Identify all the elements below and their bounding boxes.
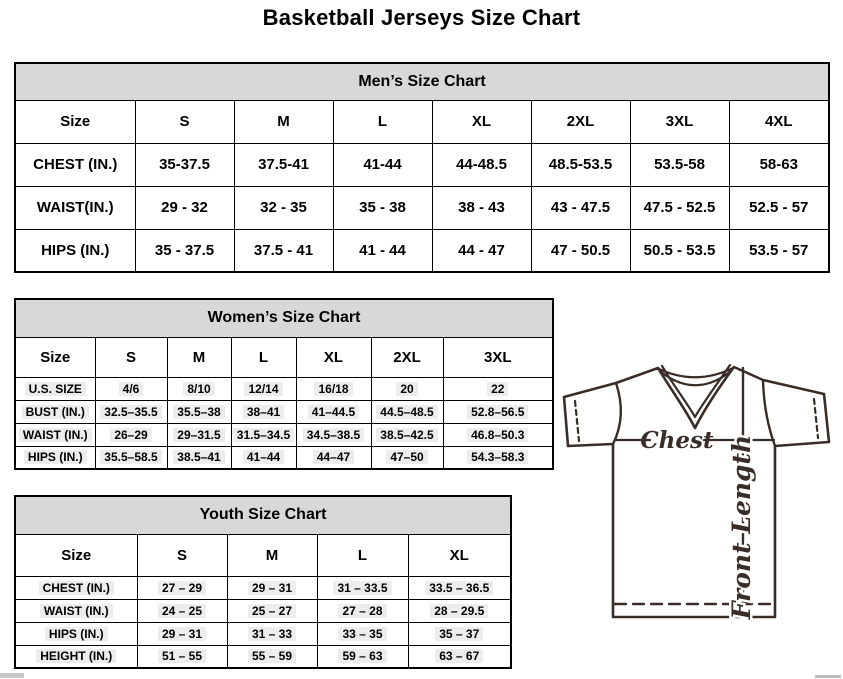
highlighted-text: 35 – 37 bbox=[435, 627, 483, 641]
mens-value-cell: 41 - 44 bbox=[333, 229, 432, 272]
womens-value-cell bbox=[371, 446, 443, 469]
womens-value-cell bbox=[443, 400, 553, 423]
highlighted-text: 29 – 31 bbox=[158, 627, 206, 641]
womens-value-cell bbox=[231, 400, 296, 423]
womens-column-header: 2XL bbox=[371, 337, 443, 377]
youth-value-cell bbox=[227, 599, 317, 622]
highlighted-text: 27 – 29 bbox=[158, 581, 206, 595]
mens-column-header: L bbox=[333, 100, 432, 143]
mens-value-cell: 35 - 37.5 bbox=[135, 229, 234, 272]
highlighted-text: 44–47 bbox=[313, 450, 354, 464]
highlighted-text: HIPS (IN.) bbox=[24, 450, 87, 464]
womens-value-cell bbox=[231, 446, 296, 469]
highlighted-text: 52.8–56.5 bbox=[467, 405, 528, 419]
womens-chart-title: Women’s Size Chart bbox=[15, 299, 553, 337]
mens-value-cell: 44-48.5 bbox=[432, 143, 531, 186]
mens-value-cell: 58-63 bbox=[729, 143, 829, 186]
highlighted-text: 26–29 bbox=[110, 428, 151, 442]
youth-size-table bbox=[14, 495, 512, 669]
womens-value-cell bbox=[167, 423, 231, 446]
mens-value-cell: 35 - 38 bbox=[333, 186, 432, 229]
jersey-outline bbox=[564, 367, 829, 617]
mens-value-cell: 35-37.5 bbox=[135, 143, 234, 186]
highlighted-text: 34.5–38.5 bbox=[303, 428, 364, 442]
mens-size-table bbox=[14, 62, 830, 273]
mens-chart-title: Men’s Size Chart bbox=[15, 63, 829, 100]
youth-value-cell bbox=[408, 645, 511, 668]
mens-size-label: Size bbox=[15, 100, 135, 143]
womens-size-table bbox=[14, 298, 554, 470]
jersey-measurement-diagram bbox=[558, 360, 840, 626]
womens-value-cell bbox=[371, 423, 443, 446]
womens-row-label bbox=[15, 377, 95, 400]
mens-value-cell: 41-44 bbox=[333, 143, 432, 186]
womens-column-header: L bbox=[231, 337, 296, 377]
youth-value-cell bbox=[227, 622, 317, 645]
mens-row-label: HIPS (IN.) bbox=[15, 229, 135, 272]
mens-column-header: M bbox=[234, 100, 333, 143]
highlighted-text: 33 – 35 bbox=[338, 627, 386, 641]
chest-label: Chest bbox=[640, 427, 714, 454]
mens-value-cell: 53.5-58 bbox=[630, 143, 729, 186]
page-title: Basketball Jerseys Size Chart bbox=[262, 5, 581, 30]
highlighted-text: 63 – 67 bbox=[435, 649, 483, 663]
highlighted-text: 8/10 bbox=[183, 382, 214, 396]
mens-value-cell: 53.5 - 57 bbox=[729, 229, 829, 272]
highlighted-text: 46.8–50.3 bbox=[467, 428, 528, 442]
mens-value-cell: 29 - 32 bbox=[135, 186, 234, 229]
womens-value-cell bbox=[443, 423, 553, 446]
youth-value-cell bbox=[137, 576, 227, 599]
mens-column-header: XL bbox=[432, 100, 531, 143]
womens-row-label bbox=[15, 400, 95, 423]
youth-value-cell bbox=[227, 645, 317, 668]
highlighted-text: 35.5–58.5 bbox=[100, 450, 161, 464]
mens-value-cell: 44 - 47 bbox=[432, 229, 531, 272]
womens-value-cell bbox=[231, 423, 296, 446]
mens-value-cell: 47 - 50.5 bbox=[531, 229, 630, 272]
youth-value-cell bbox=[317, 645, 408, 668]
mens-value-cell: 47.5 - 52.5 bbox=[630, 186, 729, 229]
womens-value-cell bbox=[443, 446, 553, 469]
youth-size-table-body bbox=[15, 496, 511, 668]
scrollbar-fragment-bottom-right bbox=[815, 675, 841, 678]
highlighted-text: 25 – 27 bbox=[248, 604, 296, 618]
youth-row-label bbox=[15, 622, 137, 645]
youth-column-header: XL bbox=[408, 534, 511, 576]
mens-value-cell: 50.5 - 53.5 bbox=[630, 229, 729, 272]
mens-size-table-body bbox=[15, 63, 829, 272]
youth-row-label bbox=[15, 576, 137, 599]
highlighted-text: 55 – 59 bbox=[248, 649, 296, 663]
womens-value-cell bbox=[95, 423, 167, 446]
highlighted-text: 32.5–35.5 bbox=[100, 405, 161, 419]
highlighted-text: 22 bbox=[487, 382, 508, 396]
highlighted-text: 29–31.5 bbox=[173, 428, 224, 442]
jersey-diagram-svg bbox=[558, 360, 840, 626]
highlighted-text: 59 – 63 bbox=[338, 649, 386, 663]
youth-row-label bbox=[15, 599, 137, 622]
highlighted-text: 41–44 bbox=[243, 450, 284, 464]
highlighted-text: 33.5 – 36.5 bbox=[425, 581, 493, 595]
mens-value-cell: 43 - 47.5 bbox=[531, 186, 630, 229]
womens-value-cell bbox=[296, 400, 371, 423]
womens-value-cell bbox=[296, 446, 371, 469]
youth-column-header: S bbox=[137, 534, 227, 576]
youth-value-cell bbox=[137, 622, 227, 645]
womens-row-label bbox=[15, 423, 95, 446]
scrollbar-fragment-bottom-left bbox=[0, 673, 24, 678]
womens-value-cell bbox=[95, 377, 167, 400]
womens-value-cell bbox=[296, 423, 371, 446]
highlighted-text: 31 – 33 bbox=[248, 627, 296, 641]
youth-size-label: Size bbox=[15, 534, 137, 576]
youth-value-cell bbox=[408, 576, 511, 599]
highlighted-text: 38.5–42.5 bbox=[376, 428, 437, 442]
highlighted-text: WAIST (IN.) bbox=[40, 604, 113, 618]
womens-column-header: M bbox=[167, 337, 231, 377]
womens-value-cell bbox=[167, 377, 231, 400]
womens-value-cell bbox=[95, 446, 167, 469]
highlighted-text: U.S. SIZE bbox=[25, 382, 86, 396]
youth-value-cell bbox=[317, 622, 408, 645]
mens-row-label: WAIST(IN.) bbox=[15, 186, 135, 229]
womens-size-label: Size bbox=[15, 337, 95, 377]
highlighted-text: 27 – 28 bbox=[338, 604, 386, 618]
mens-value-cell: 32 - 35 bbox=[234, 186, 333, 229]
highlighted-text: 54.3–58.3 bbox=[467, 450, 528, 464]
youth-value-cell bbox=[137, 599, 227, 622]
highlighted-text: 41–44.5 bbox=[308, 405, 359, 419]
front-length-label: Front Length bbox=[727, 434, 756, 620]
womens-value-cell bbox=[231, 377, 296, 400]
mens-value-cell: 52.5 - 57 bbox=[729, 186, 829, 229]
mens-column-header: S bbox=[135, 100, 234, 143]
mens-column-header: 2XL bbox=[531, 100, 630, 143]
womens-column-header: XL bbox=[296, 337, 371, 377]
highlighted-text: 20 bbox=[396, 382, 417, 396]
mens-value-cell: 37.5-41 bbox=[234, 143, 333, 186]
mens-value-cell: 48.5-53.5 bbox=[531, 143, 630, 186]
highlighted-text: 31.5–34.5 bbox=[233, 428, 294, 442]
youth-value-cell bbox=[137, 645, 227, 668]
youth-column-header: M bbox=[227, 534, 317, 576]
womens-value-cell bbox=[371, 377, 443, 400]
mens-value-cell: 38 - 43 bbox=[432, 186, 531, 229]
highlighted-text: 47–50 bbox=[386, 450, 427, 464]
highlighted-text: 35.5–38 bbox=[173, 405, 224, 419]
youth-column-header: L bbox=[317, 534, 408, 576]
highlighted-text: 44.5–48.5 bbox=[376, 405, 437, 419]
highlighted-text: 16/18 bbox=[314, 382, 352, 396]
mens-column-header: 3XL bbox=[630, 100, 729, 143]
youth-chart-title: Youth Size Chart bbox=[15, 496, 511, 534]
womens-value-cell bbox=[371, 400, 443, 423]
womens-value-cell bbox=[167, 446, 231, 469]
highlighted-text: 28 – 29.5 bbox=[430, 604, 488, 618]
womens-size-table-body bbox=[15, 299, 553, 469]
mens-column-header: 4XL bbox=[729, 100, 829, 143]
highlighted-text: 29 – 31 bbox=[248, 581, 296, 595]
youth-value-cell bbox=[408, 622, 511, 645]
youth-value-cell bbox=[408, 599, 511, 622]
youth-value-cell bbox=[227, 576, 317, 599]
mens-value-cell: 37.5 - 41 bbox=[234, 229, 333, 272]
womens-value-cell bbox=[95, 400, 167, 423]
highlighted-text: 31 – 33.5 bbox=[333, 581, 391, 595]
highlighted-text: BUST (IN.) bbox=[22, 405, 89, 419]
womens-row-label bbox=[15, 446, 95, 469]
highlighted-text: 4/6 bbox=[119, 382, 144, 396]
youth-value-cell bbox=[317, 576, 408, 599]
highlighted-text: 24 – 25 bbox=[158, 604, 206, 618]
highlighted-text: 38–41 bbox=[243, 405, 284, 419]
youth-value-cell bbox=[317, 599, 408, 622]
highlighted-text: WAIST (IN.) bbox=[19, 428, 92, 442]
womens-value-cell bbox=[296, 377, 371, 400]
highlighted-text: HEIGHT (IN.) bbox=[36, 649, 116, 663]
womens-value-cell bbox=[167, 400, 231, 423]
highlighted-text: 51 – 55 bbox=[158, 649, 206, 663]
womens-value-cell bbox=[443, 377, 553, 400]
highlighted-text: 12/14 bbox=[244, 382, 282, 396]
highlighted-text: HIPS (IN.) bbox=[45, 627, 108, 641]
youth-row-label bbox=[15, 645, 137, 668]
highlighted-text: CHEST (IN.) bbox=[39, 581, 114, 595]
highlighted-text: 38.5–41 bbox=[173, 450, 224, 464]
mens-row-label: CHEST (IN.) bbox=[15, 143, 135, 186]
womens-column-header: 3XL bbox=[443, 337, 553, 377]
womens-column-header: S bbox=[95, 337, 167, 377]
